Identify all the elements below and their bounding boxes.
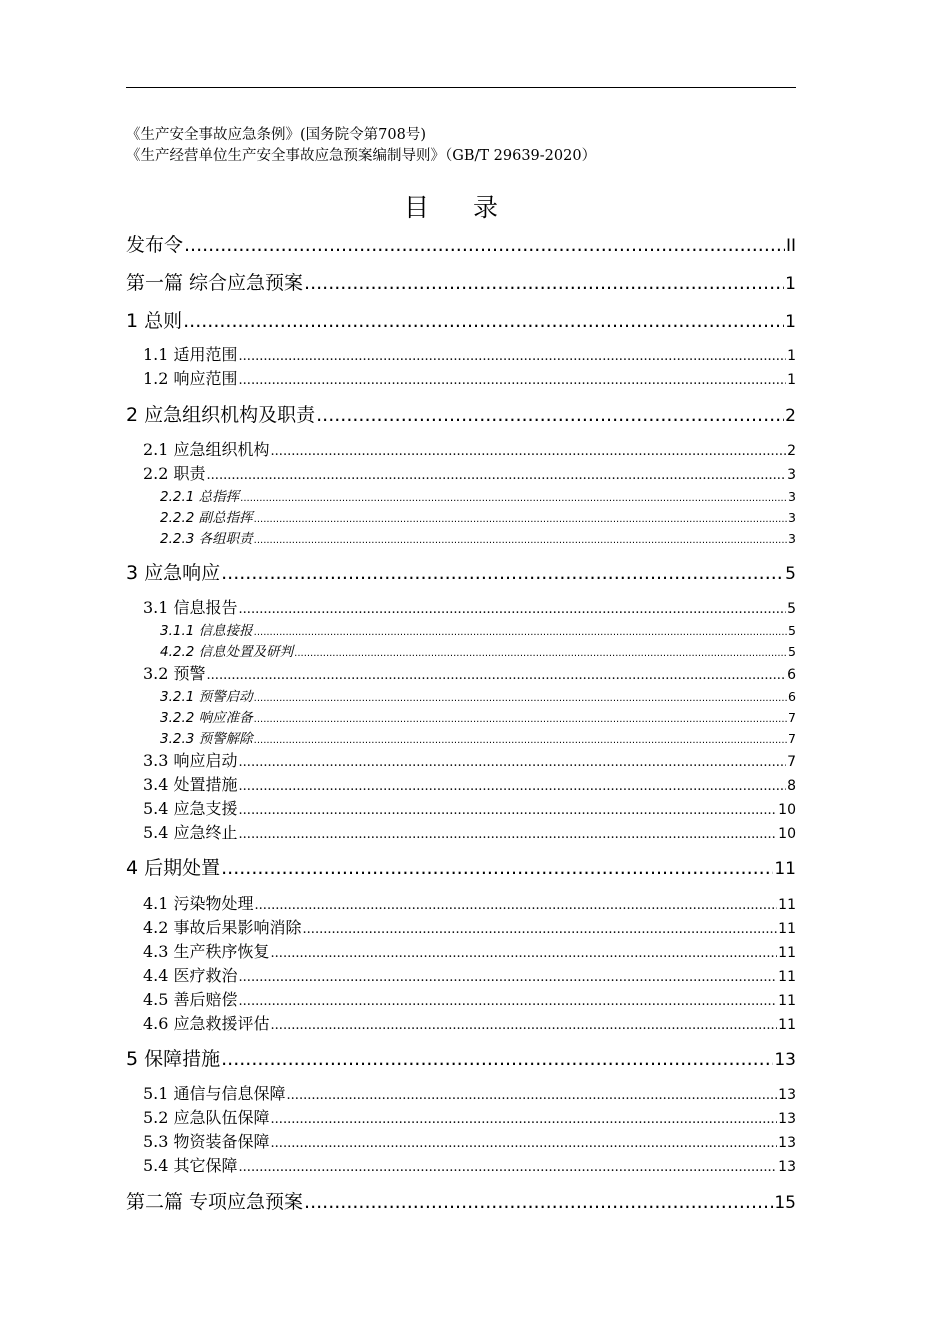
- toc-entry-label: 3.2.2 响应准备: [160, 710, 253, 726]
- toc-entry[interactable]: [143, 437, 796, 460]
- toc-entry[interactable]: [160, 506, 796, 526]
- toc-dot-leader: [254, 627, 787, 638]
- toc-entry[interactable]: [160, 485, 796, 505]
- toc-entry-label: 2.2.2 副总指挥: [160, 510, 253, 526]
- toc-dot-leader: [304, 272, 784, 294]
- toc-entry-page: II: [785, 236, 796, 256]
- toc-entry-label: 1 总则: [126, 310, 183, 332]
- toc-entry-page: 2: [785, 406, 796, 426]
- toc-entry[interactable]: [143, 796, 796, 819]
- toc-entry[interactable]: [160, 685, 796, 705]
- toc-dot-leader: [221, 857, 773, 879]
- toc-dot-leader: [271, 444, 787, 459]
- toc-entry-label: 3 应急响应: [126, 562, 221, 584]
- toc-entry-page: 13: [774, 1050, 796, 1070]
- toc-entry[interactable]: [126, 1187, 796, 1214]
- toc-entry[interactable]: [143, 595, 796, 618]
- toc-dot-leader: [207, 468, 787, 483]
- toc-entry[interactable]: [143, 1081, 796, 1104]
- toc-entry-page: 10: [778, 802, 796, 818]
- toc-dot-leader: [287, 1088, 778, 1103]
- toc-entry-label: 5.2 应急队伍保障: [143, 1108, 270, 1127]
- toc-entry-label: 4.5 善后赔偿: [143, 990, 238, 1009]
- toc-entry-label: 5.1 通信与信息保障: [143, 1084, 286, 1103]
- toc-entry[interactable]: [143, 661, 796, 684]
- toc-entry[interactable]: [143, 366, 796, 389]
- toc-dot-leader: [239, 349, 787, 364]
- toc-entry[interactable]: [143, 915, 796, 938]
- toc-entry[interactable]: [143, 963, 796, 986]
- toc-entry[interactable]: [143, 1105, 796, 1128]
- toc-entry-page: 13: [778, 1087, 796, 1103]
- toc-dot-leader: [239, 994, 778, 1009]
- toc-entry-page: 6: [788, 689, 796, 704]
- toc-entry[interactable]: [143, 820, 796, 843]
- toc-entry-page: 5: [788, 623, 796, 638]
- toc-entry[interactable]: [160, 706, 796, 726]
- toc-dot-leader: [271, 1018, 778, 1033]
- toc-entry[interactable]: [126, 400, 796, 427]
- toc-entry-label: 3.2.3 预警解除: [160, 731, 253, 747]
- toc-entry-page: 13: [778, 1111, 796, 1127]
- toc-entry-label: 4.4 医疗救治: [143, 966, 238, 985]
- toc-entry-label: 2 应急组织机构及职责: [126, 404, 316, 426]
- toc-entry[interactable]: [160, 727, 796, 747]
- toc-dot-leader: [316, 404, 784, 426]
- toc-entry-label: 4.2.2 信息处置及研判: [160, 644, 294, 660]
- toc-entry-page: 7: [788, 731, 796, 746]
- toc-dot-leader: [255, 898, 778, 913]
- toc-entry-page: 6: [787, 667, 796, 683]
- toc-entry-label: 3.2.1 预警启动: [160, 689, 253, 705]
- reference-list: [126, 125, 806, 167]
- toc-dot-leader: [271, 1112, 778, 1127]
- toc-entry[interactable]: [160, 527, 796, 547]
- toc-entry-label: 4.2 事故后果影响消除: [143, 918, 302, 937]
- toc-entry-label: 2.2.1 总指挥: [160, 489, 240, 505]
- toc-entry-page: 1: [785, 312, 796, 332]
- toc-entry[interactable]: [126, 306, 796, 333]
- toc-entry[interactable]: [126, 853, 796, 880]
- toc-entry-label: 5.4 应急终止: [143, 823, 238, 842]
- toc-entry[interactable]: [143, 1153, 796, 1176]
- toc-entry[interactable]: [143, 1011, 796, 1034]
- toc-entry[interactable]: [143, 1129, 796, 1152]
- toc-entry-page: 11: [778, 921, 796, 937]
- toc-entry[interactable]: [126, 1044, 796, 1071]
- toc-entry-page: 1: [785, 274, 796, 294]
- toc-entry[interactable]: [143, 891, 796, 914]
- toc-entry-page: 3: [787, 467, 796, 483]
- toc-entry-page: 11: [778, 993, 796, 1009]
- toc-dot-leader: [239, 970, 778, 985]
- toc-dot-leader: [239, 373, 787, 388]
- toc-entry[interactable]: [143, 772, 796, 795]
- toc-entry[interactable]: [143, 342, 796, 365]
- toc-entry-label: 4 后期处置: [126, 857, 221, 879]
- toc-entry-page: 11: [778, 1017, 796, 1033]
- toc-entry-label: 2.2.3 各组职责: [160, 531, 253, 547]
- toc-entry-label: 3.4 处置措施: [143, 775, 238, 794]
- toc-entry-label: 5.3 物资装备保障: [143, 1132, 270, 1151]
- toc-dot-leader: [239, 779, 787, 794]
- toc-entry[interactable]: [126, 558, 796, 585]
- toc-entry-label: 2.1 应急组织机构: [143, 440, 270, 459]
- header-rule: [126, 87, 796, 88]
- toc-title: 目 录: [404, 193, 516, 222]
- toc-entry[interactable]: [126, 230, 796, 257]
- toc-entry[interactable]: [143, 987, 796, 1010]
- reference-item: 《生产经营单位生产安全事故应急预案编制导则》（GB/T 29639-2020）: [126, 148, 597, 164]
- toc-dot-leader: [271, 946, 778, 961]
- toc-entry[interactable]: [143, 939, 796, 962]
- toc-entry-label: 5 保障措施: [126, 1048, 221, 1070]
- toc-dot-leader: [271, 1136, 778, 1151]
- toc-entry-label: 4.1 污染物处理: [143, 894, 254, 913]
- toc-entry-label: 1.2 响应范围: [143, 369, 238, 388]
- toc-dot-leader: [239, 827, 778, 842]
- toc-entry-page: 3: [788, 531, 796, 546]
- toc-entry[interactable]: [160, 640, 796, 660]
- toc-dot-leader: [254, 714, 787, 725]
- toc-entry-label: 3.1.1 信息接报: [160, 623, 253, 639]
- toc-entry-label: 5.4 其它保障: [143, 1156, 238, 1175]
- toc-dot-leader: [183, 310, 784, 332]
- toc-dot-leader: [303, 922, 778, 937]
- toc-entry-page: 15: [774, 1193, 796, 1213]
- toc-entry-label: 第二篇 专项应急预案: [126, 1191, 304, 1213]
- toc-entry-page: 11: [774, 859, 796, 879]
- toc-dot-leader: [254, 693, 787, 704]
- toc-dot-leader: [207, 668, 787, 683]
- toc-dot-leader: [184, 234, 785, 256]
- toc-entry[interactable]: [126, 268, 796, 295]
- toc-entry-label: 5.4 应急支援: [143, 799, 238, 818]
- toc-entry-page: 7: [787, 754, 796, 770]
- toc-dot-leader: [304, 1191, 773, 1213]
- toc-entry-page: 1: [787, 372, 796, 388]
- toc-entry-label: 4.6 应急救援评估: [143, 1014, 270, 1033]
- toc-entry-page: 11: [778, 945, 796, 961]
- toc-entry-page: 2: [787, 443, 796, 459]
- toc-entry-label: 3.1 信息报告: [143, 598, 238, 617]
- toc-dot-leader: [239, 602, 787, 617]
- toc-entry-label: 发布令: [126, 234, 184, 256]
- toc-dot-leader: [239, 755, 787, 770]
- toc-entry-page: 5: [788, 644, 796, 659]
- toc-entry[interactable]: [143, 461, 796, 484]
- toc-entry-page: 13: [778, 1159, 796, 1175]
- toc-entry-label: 3.2 预警: [143, 664, 206, 683]
- toc-entry[interactable]: [160, 619, 796, 639]
- toc-dot-leader: [240, 493, 787, 504]
- toc-dot-leader: [221, 562, 784, 584]
- toc-dot-leader: [239, 803, 778, 818]
- toc-entry-page: 11: [778, 969, 796, 985]
- toc-entry-page: 10: [778, 826, 796, 842]
- toc-entry-page: 5: [785, 564, 796, 584]
- toc-dot-leader: [254, 535, 787, 546]
- toc-entry-page: 11: [778, 897, 796, 913]
- toc-dot-leader: [221, 1048, 773, 1070]
- toc-dot-leader: [294, 648, 787, 659]
- toc-entry-page: 13: [778, 1135, 796, 1151]
- toc-entry-page: 8: [787, 778, 796, 794]
- toc-entry-page: 3: [788, 489, 796, 504]
- toc-entry-label: 1.1 适用范围: [143, 345, 238, 364]
- toc-entry-page: 5: [787, 601, 796, 617]
- toc-entry-label: 3.3 响应启动: [143, 751, 238, 770]
- reference-item: 《生产安全事故应急条例》(国务院令第708号): [126, 127, 426, 143]
- toc-entry-label: 第一篇 综合应急预案: [126, 272, 304, 294]
- toc-dot-leader: [254, 735, 787, 746]
- toc-dot-leader: [254, 514, 787, 525]
- toc-entry-label: 4.3 生产秩序恢复: [143, 942, 270, 961]
- toc-entry-label: 2.2 职责: [143, 464, 206, 483]
- toc-entry[interactable]: [143, 748, 796, 771]
- toc-dot-leader: [239, 1160, 778, 1175]
- toc-entry-page: 1: [787, 348, 796, 364]
- toc-entry-page: 7: [788, 710, 796, 725]
- toc-entry-page: 3: [788, 510, 796, 525]
